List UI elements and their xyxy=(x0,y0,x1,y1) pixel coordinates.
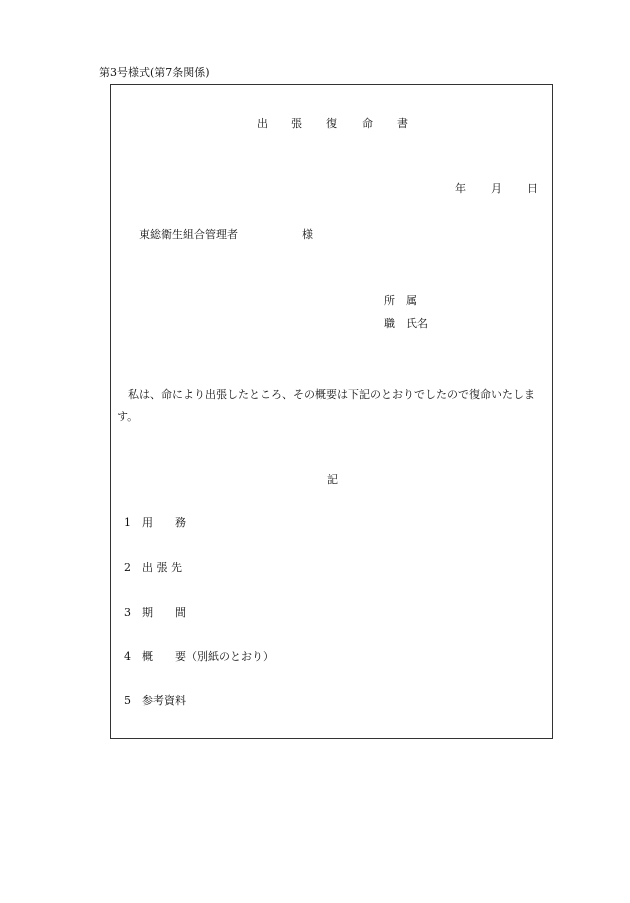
item-number: 5 xyxy=(124,694,131,707)
date-day-label: 日 xyxy=(527,182,538,195)
list-item xyxy=(124,607,186,618)
list-item xyxy=(124,517,186,528)
date-month-label: 月 xyxy=(491,182,502,195)
addressee-honorific: 様 xyxy=(302,228,313,241)
date-year-label: 年 xyxy=(455,182,466,195)
item-label: 出 張 先 xyxy=(142,561,182,574)
name-label: 職 氏名 xyxy=(384,317,428,330)
item-number: 3 xyxy=(124,606,131,619)
item-label: 参考資料 xyxy=(142,694,186,707)
item-label: 期 間 xyxy=(142,606,186,619)
statement-paragraph xyxy=(117,384,551,428)
item-number: 2 xyxy=(124,561,131,574)
item-number: 1 xyxy=(124,516,131,529)
affiliation-label: 所 属 xyxy=(384,294,417,307)
item-number: 4 xyxy=(124,650,131,663)
title-char: 書 xyxy=(397,117,408,130)
item-label: 用 務 xyxy=(142,516,186,529)
list-item xyxy=(124,651,274,662)
ki-heading: 記 xyxy=(327,473,338,486)
addressee-name: 東総衛生組合管理者 xyxy=(139,228,238,241)
statement-text: 私は、命により出張したところ、その概要は下記のとおりでしたので復命いたします。 xyxy=(117,388,535,423)
form-number-label: 第3号様式(第7条関係) xyxy=(99,66,210,79)
title-char: 張 xyxy=(291,117,302,130)
list-item xyxy=(124,695,186,706)
title-char: 出 xyxy=(257,117,268,130)
title-char: 命 xyxy=(362,117,373,130)
title-char: 復 xyxy=(326,117,337,130)
item-label: 概 要（別紙のとおり） xyxy=(142,650,274,663)
list-item xyxy=(124,562,182,573)
